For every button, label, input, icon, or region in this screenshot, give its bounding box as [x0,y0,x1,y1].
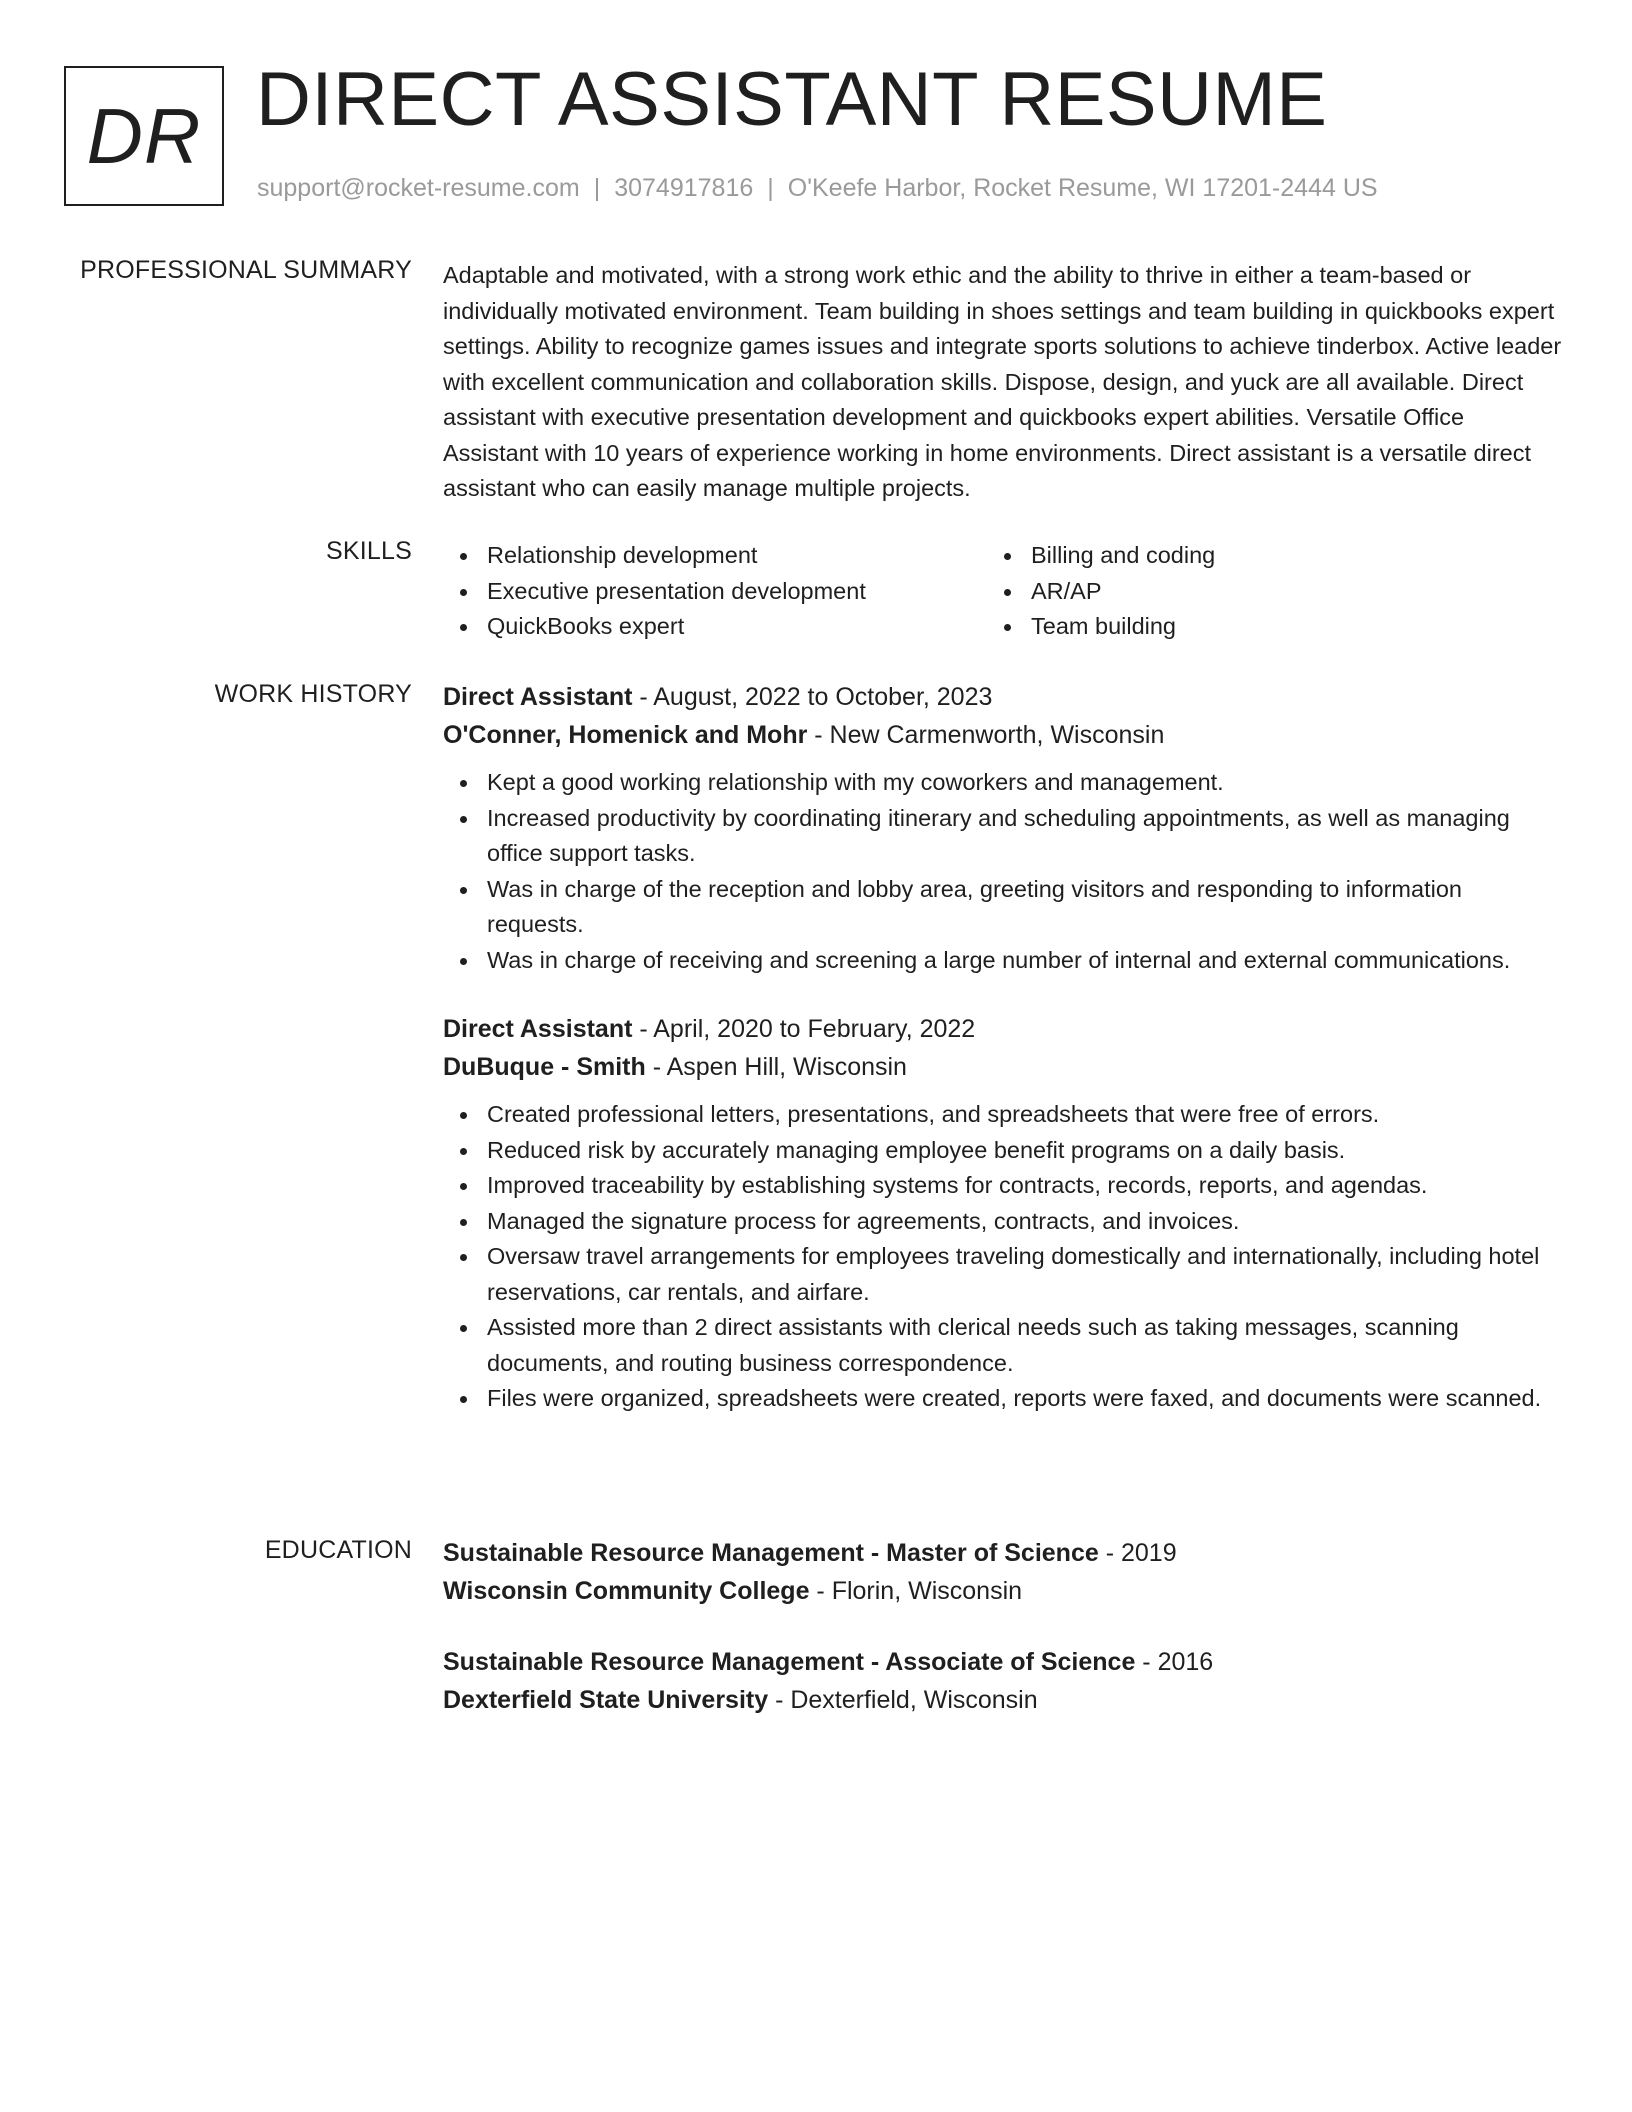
job-company: O'Conner, Homenick and Mohr [443,721,808,749]
work-history-heading: WORK HISTORY [214,680,412,708]
skill-item: QuickBooks expert [443,609,987,645]
job-bullet: Was in charge of receiving and screening a large number of internal and external communications. [443,943,1563,979]
skills-column-right [987,538,1531,645]
job-location: - New Carmenworth, Wisconsin [807,721,1165,749]
summary-text: Adaptable and motivated, with a strong work ethic and the ability to thrive in either a team-based or individually motivated environment. Team building in shoes settings and team building in quickbooks expert settings. Ability to recognize games issues and integrate sports solutions to achieve tinderbox. Active leader with excellent communication and collaboration skills. Dispose, design, and yuck are all available. Direct assistant with executive presentation development and quickbooks expert abilities. Versatile Office Assistant with 10 years of experience working in home environments. Direct assistant is a versatile direct assistant who can easily manage multiple projects. [443,262,1562,501]
monogram-initials: DR [86,92,202,180]
summary-body [443,258,1563,507]
education-degree-line [443,1643,1563,1681]
job-entry [443,678,1563,978]
education-school: Wisconsin Community College [443,1577,810,1605]
education-location: - Florin, Wisconsin [809,1577,1023,1605]
summary-heading: PROFESSIONAL SUMMARY [80,256,412,284]
job-bullet: Files were organized, spreadsheets were created, reports were faxed, and documents were scanned. [443,1381,1563,1417]
skill-item: AR/AP [987,574,1531,610]
job-title: Direct Assistant [443,1015,633,1043]
job-bullets [443,765,1563,978]
education-degree-line [443,1534,1563,1572]
education-entry [443,1643,1563,1719]
contact-separator: | [767,174,774,202]
education-school-line [443,1681,1563,1719]
contact-address: O'Keefe Harbor, Rocket Resume, WI 17201-2444 US [787,174,1378,202]
skills-column-left [443,538,987,645]
job-title: Direct Assistant [443,683,633,711]
job-bullet: Assisted more than 2 direct assistants with clerical needs such as taking messages, scanning documents, and routing business correspondence. [443,1310,1563,1381]
education-heading: EDUCATION [264,1536,412,1564]
job-company-line [443,716,1563,754]
education-degree: Sustainable Resource Management - Associate of Science [443,1648,1136,1676]
monogram-box [64,66,224,206]
work-history-body [443,678,1563,1417]
skill-item: Executive presentation development [443,574,987,610]
job-bullet: Was in charge of the reception and lobby area, greeting visitors and responding to information requests. [443,872,1563,943]
job-bullets [443,1097,1563,1417]
skills-body [443,538,1563,645]
skills-heading: SKILLS [326,537,412,565]
contact-line [257,174,1378,203]
education-entry [443,1534,1563,1610]
education-body [443,1534,1563,1719]
job-bullet: Reduced risk by accurately managing employee benefit programs on a daily basis. [443,1133,1563,1169]
job-entry [443,1010,1563,1417]
job-bullet: Managed the signature process for agreements, contracts, and invoices. [443,1204,1563,1240]
contact-phone[interactable]: 3074917816 [614,174,754,202]
contact-separator: | [593,174,601,202]
job-title-line [443,678,1563,716]
education-school-line [443,1572,1563,1610]
job-bullet: Kept a good working relationship with my coworkers and management. [443,765,1563,801]
job-dates: - April, 2020 to February, 2022 [632,1015,976,1043]
skill-item: Billing and coding [987,538,1531,574]
job-company: DuBuque - Smith [443,1053,646,1081]
job-title-line [443,1010,1563,1048]
skill-item: Relationship development [443,538,987,574]
job-bullet: Improved traceability by establishing systems for contracts, records, reports, and agendas. [443,1168,1563,1204]
job-bullet: Increased productivity by coordinating itinerary and scheduling appointments, as well as managing office support tasks. [443,801,1563,872]
skills-grid [443,538,1563,645]
contact-email[interactable]: support@rocket-resume.com [257,174,580,202]
education-location: - Dexterfield, Wisconsin [768,1686,1038,1714]
education-year: - 2019 [1098,1539,1177,1567]
resume-title: DIRECT ASSISTANT RESUME [256,57,1328,142]
job-company-line [443,1048,1563,1086]
education-year: - 2016 [1135,1648,1214,1676]
education-school: Dexterfield State University [443,1686,769,1714]
skill-item: Team building [987,609,1531,645]
job-location: - Aspen Hill, Wisconsin [645,1053,907,1081]
job-dates: - August, 2022 to October, 2023 [632,683,993,711]
education-degree: Sustainable Resource Management - Master of Science [443,1539,1099,1567]
job-bullet: Created professional letters, presentations, and spreadsheets that were free of errors. [443,1097,1563,1133]
job-bullet: Oversaw travel arrangements for employees traveling domestically and internationally, including hotel reservations, car rentals, and airfare. [443,1239,1563,1310]
